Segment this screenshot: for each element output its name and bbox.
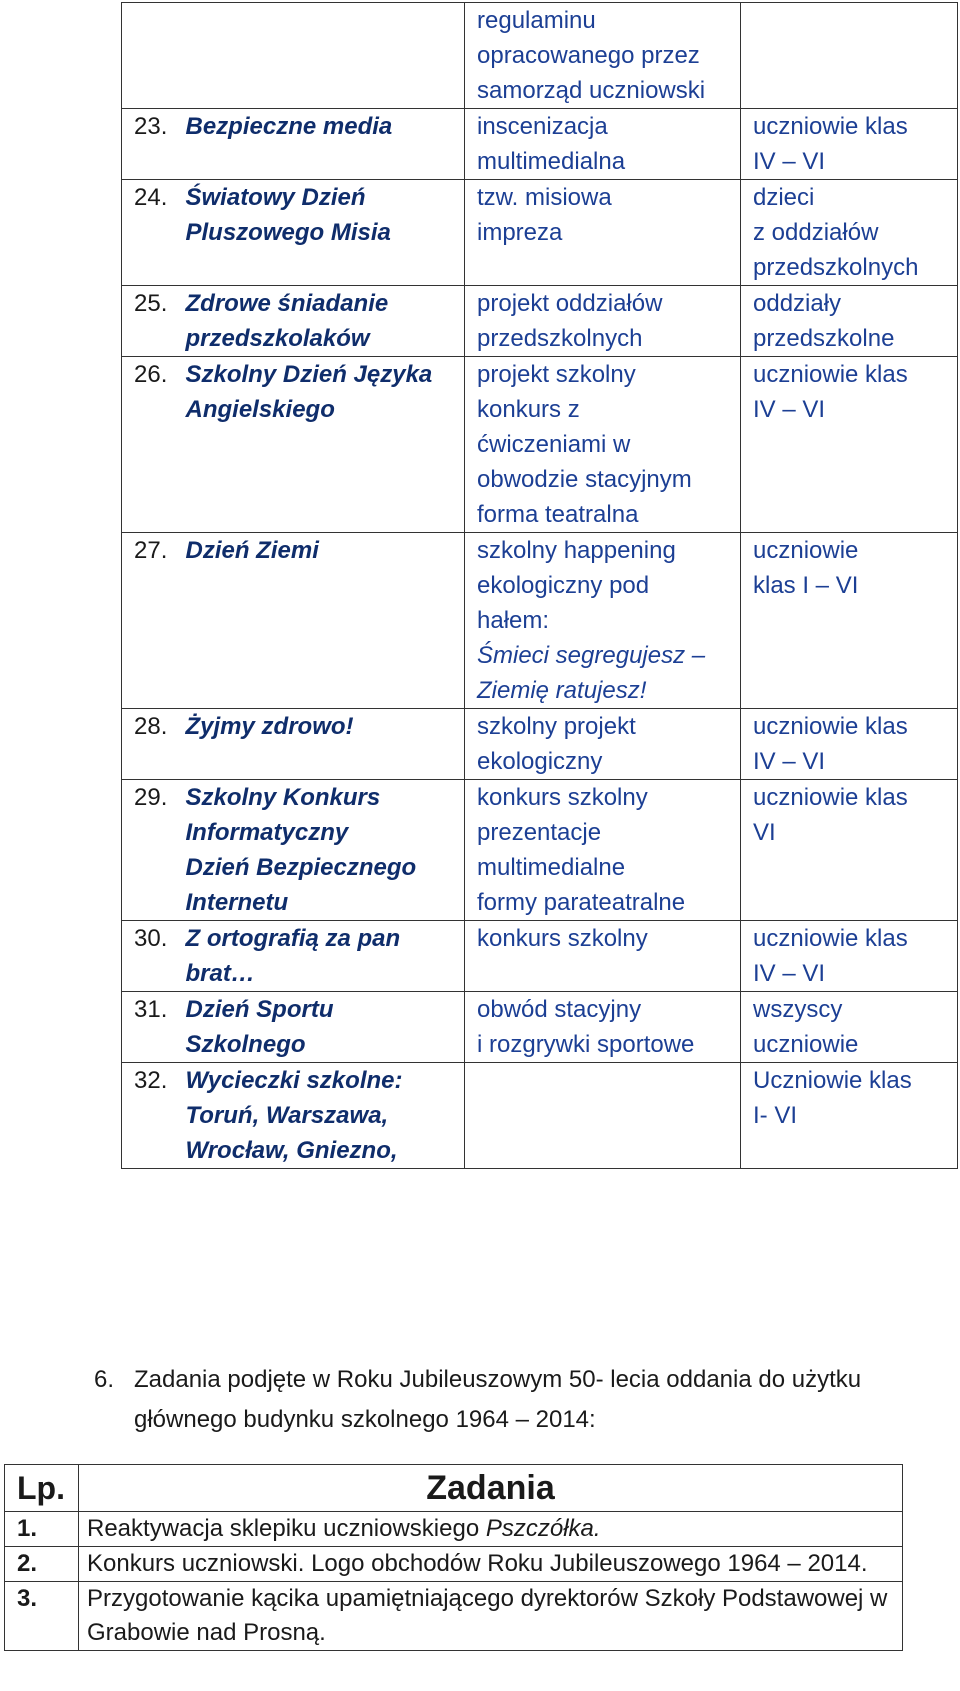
event-participants-line: uczniowie klas	[753, 361, 908, 388]
task-text-italic: Pszczółka.	[485, 1515, 601, 1542]
event-participants	[741, 357, 958, 533]
section-number: 6.	[94, 1366, 115, 1393]
event-row	[122, 533, 958, 709]
event-participants-line: przedszkolne	[753, 325, 895, 352]
task-text-main: Konkurs uczniowski. Logo obchodów Roku Jubileuszowego 1964 – 2014.	[87, 1550, 868, 1577]
event-name-line: Dzień Sportu	[185, 996, 334, 1023]
event-form-line: konkurs szkolny	[477, 784, 648, 811]
event-name-line: brat…	[185, 960, 255, 987]
event-form	[465, 3, 741, 109]
event-form	[465, 180, 741, 286]
event-number: 23.	[122, 109, 178, 180]
task-text-main: Reaktywacja sklepiku uczniowskiego	[87, 1515, 486, 1542]
event-participants	[741, 286, 958, 357]
event-name-line: Dzień Ziemi	[185, 537, 319, 564]
event-participants-line: z oddziałów	[753, 219, 879, 246]
event-participants	[741, 921, 958, 992]
event-name-line: Szkolnego	[185, 1031, 306, 1058]
event-name-line: Szkolny Dzień Języka	[185, 361, 433, 388]
task-number: 1.	[5, 1512, 79, 1547]
event-participants-line: uczniowie klas	[753, 713, 908, 740]
event-row	[122, 180, 958, 286]
task-text-main: Przygotowanie kącika upamiętniającego dyrektorów Szkoły Podstawowej w Grabowie nad Prosną.	[87, 1585, 888, 1646]
event-form-line: impreza	[477, 219, 563, 246]
event-form-line: projekt oddziałów	[477, 290, 663, 317]
event-form-line: i rozgrywki sportowe	[477, 1031, 695, 1058]
event-participants-line: uczniowie klas	[753, 784, 908, 811]
header-lp: Lp.	[5, 1465, 79, 1512]
task-row	[5, 1547, 903, 1582]
event-form	[465, 992, 741, 1063]
event-row	[122, 1063, 958, 1169]
event-participants	[741, 533, 958, 709]
event-participants	[741, 180, 958, 286]
event-participants-line: oddziały	[753, 290, 842, 317]
event-name	[178, 1063, 465, 1169]
event-participants-line: IV – VI	[753, 148, 826, 175]
event-participants-line: IV – VI	[753, 396, 826, 423]
event-form-line: inscenizacja	[477, 113, 608, 140]
event-participants-line: uczniowie	[753, 537, 859, 564]
event-name	[178, 780, 465, 921]
event-form	[465, 357, 741, 533]
task-text	[79, 1547, 903, 1582]
event-form-slogan-line: Ziemię ratujesz!	[477, 677, 647, 704]
event-participants-line: uczniowie klas	[753, 925, 908, 952]
event-form	[465, 286, 741, 357]
event-participants	[741, 109, 958, 180]
event-form-line: obwód stacyjny	[477, 996, 642, 1023]
event-row	[122, 921, 958, 992]
event-name	[178, 286, 465, 357]
event-form-line: konkurs szkolny	[477, 925, 648, 952]
event-participants	[741, 1063, 958, 1169]
event-row	[122, 357, 958, 533]
event-participants-line: uczniowie klas	[753, 113, 908, 140]
event-number: 24.	[122, 180, 178, 286]
event-form-line: przedszkolnych	[477, 325, 643, 352]
event-form-line: prezentacje	[477, 819, 602, 846]
event-form	[465, 780, 741, 921]
event-name-line: Z ortografią za pan	[185, 925, 401, 952]
event-number: 32.	[122, 1063, 178, 1169]
event-participants-line: I- VI	[753, 1102, 798, 1129]
event-name-line: Światowy Dzień	[185, 184, 366, 211]
event-name-line: Internetu	[185, 889, 289, 916]
tasks-header-row	[5, 1465, 903, 1512]
event-number: 31.	[122, 992, 178, 1063]
event-form-line: obwodzie stacyjnym	[477, 466, 692, 493]
event-number	[122, 3, 178, 109]
event-participants-line: wszyscy	[753, 996, 843, 1023]
event-form-line: regulaminu	[477, 7, 596, 34]
section-title-line-2: głównego budynku szkolnego 1964 – 2014:	[134, 1406, 596, 1433]
event-participants-line: dzieci	[753, 184, 815, 211]
event-number: 30.	[122, 921, 178, 992]
event-form-line: samorząd uczniowski	[477, 77, 706, 104]
event-name	[178, 180, 465, 286]
event-form-line: projekt szkolny	[477, 361, 636, 388]
event-participants-line: IV – VI	[753, 748, 826, 775]
tasks-table-body	[5, 1512, 903, 1651]
event-name	[178, 992, 465, 1063]
event-form-line: szkolny happening	[477, 537, 676, 564]
event-number: 29.	[122, 780, 178, 921]
event-name	[178, 709, 465, 780]
event-participants	[741, 709, 958, 780]
event-form-line: formy parateatralne	[477, 889, 686, 916]
event-form-line: ćwiczeniami w	[477, 431, 631, 458]
event-form	[465, 921, 741, 992]
event-participants	[741, 780, 958, 921]
event-form-line: tzw. misiowa	[477, 184, 612, 211]
event-form-line: ekologiczny	[477, 748, 603, 775]
tasks-table	[4, 1464, 903, 1651]
event-participants	[741, 992, 958, 1063]
task-row	[5, 1582, 903, 1651]
event-number: 27.	[122, 533, 178, 709]
event-number: 26.	[122, 357, 178, 533]
event-name-line: Zdrowe śniadanie	[185, 290, 389, 317]
event-row	[122, 109, 958, 180]
events-table	[121, 2, 958, 1169]
event-participants	[741, 3, 958, 109]
task-text	[79, 1582, 903, 1651]
event-form-line: opracowanego przez	[477, 42, 700, 69]
event-participants-line: IV – VI	[753, 960, 826, 987]
event-form-slogan-line: Śmieci segregujesz –	[477, 642, 706, 669]
event-number: 28.	[122, 709, 178, 780]
event-form	[465, 533, 741, 709]
event-name-line: Wrocław, Gniezno,	[185, 1137, 398, 1164]
events-table-body	[122, 3, 958, 1169]
event-form-line: multimedialna	[477, 148, 626, 175]
event-name	[178, 109, 465, 180]
event-name	[178, 921, 465, 992]
event-row	[122, 709, 958, 780]
event-participants-line: Uczniowie klas	[753, 1067, 912, 1094]
task-number: 2.	[5, 1547, 79, 1582]
event-name-line: Toruń, Warszawa,	[185, 1102, 389, 1129]
task-row	[5, 1512, 903, 1547]
event-form	[465, 709, 741, 780]
section-title-line-1: Zadania podjęte w Roku Jubileuszowym 50- lecia oddania do użytku	[134, 1366, 862, 1393]
event-row	[122, 3, 958, 109]
event-name	[178, 357, 465, 533]
event-row	[122, 992, 958, 1063]
task-number: 3.	[5, 1582, 79, 1651]
event-participants-line: klas I – VI	[753, 572, 859, 599]
event-participants-line: przedszkolnych	[753, 254, 919, 281]
event-form	[465, 1063, 741, 1169]
event-name-line: przedszkolaków	[185, 325, 370, 352]
event-participants-line: uczniowie	[753, 1031, 859, 1058]
event-form-line: multimedialne	[477, 854, 626, 881]
event-form-line: hałem:	[477, 607, 550, 634]
event-name-line: Bezpieczne media	[185, 113, 393, 140]
event-row	[122, 286, 958, 357]
event-number: 25.	[122, 286, 178, 357]
event-name-line: Angielskiego	[185, 396, 335, 423]
event-name-line: Wycieczki szkolne:	[185, 1067, 403, 1094]
event-row	[122, 780, 958, 921]
event-name	[178, 3, 465, 109]
event-name	[178, 533, 465, 709]
event-form-line: ekologiczny pod	[477, 572, 650, 599]
event-form	[465, 109, 741, 180]
event-form-line: konkurs z	[477, 396, 580, 423]
header-tasks: Zadania	[79, 1465, 903, 1512]
event-name-line: Dzień Bezpiecznego	[185, 854, 417, 881]
event-form-line: szkolny projekt	[477, 713, 636, 740]
section-heading	[94, 1360, 934, 1440]
task-text	[79, 1512, 903, 1547]
event-name-line: Szkolny Konkurs	[185, 784, 381, 811]
event-name-line: Żyjmy zdrowo!	[185, 713, 354, 740]
event-form-line: forma teatralna	[477, 501, 639, 528]
event-name-line: Informatyczny	[185, 819, 349, 846]
event-name-line: Pluszowego Misia	[185, 219, 391, 246]
event-participants-line: VI	[753, 819, 776, 846]
